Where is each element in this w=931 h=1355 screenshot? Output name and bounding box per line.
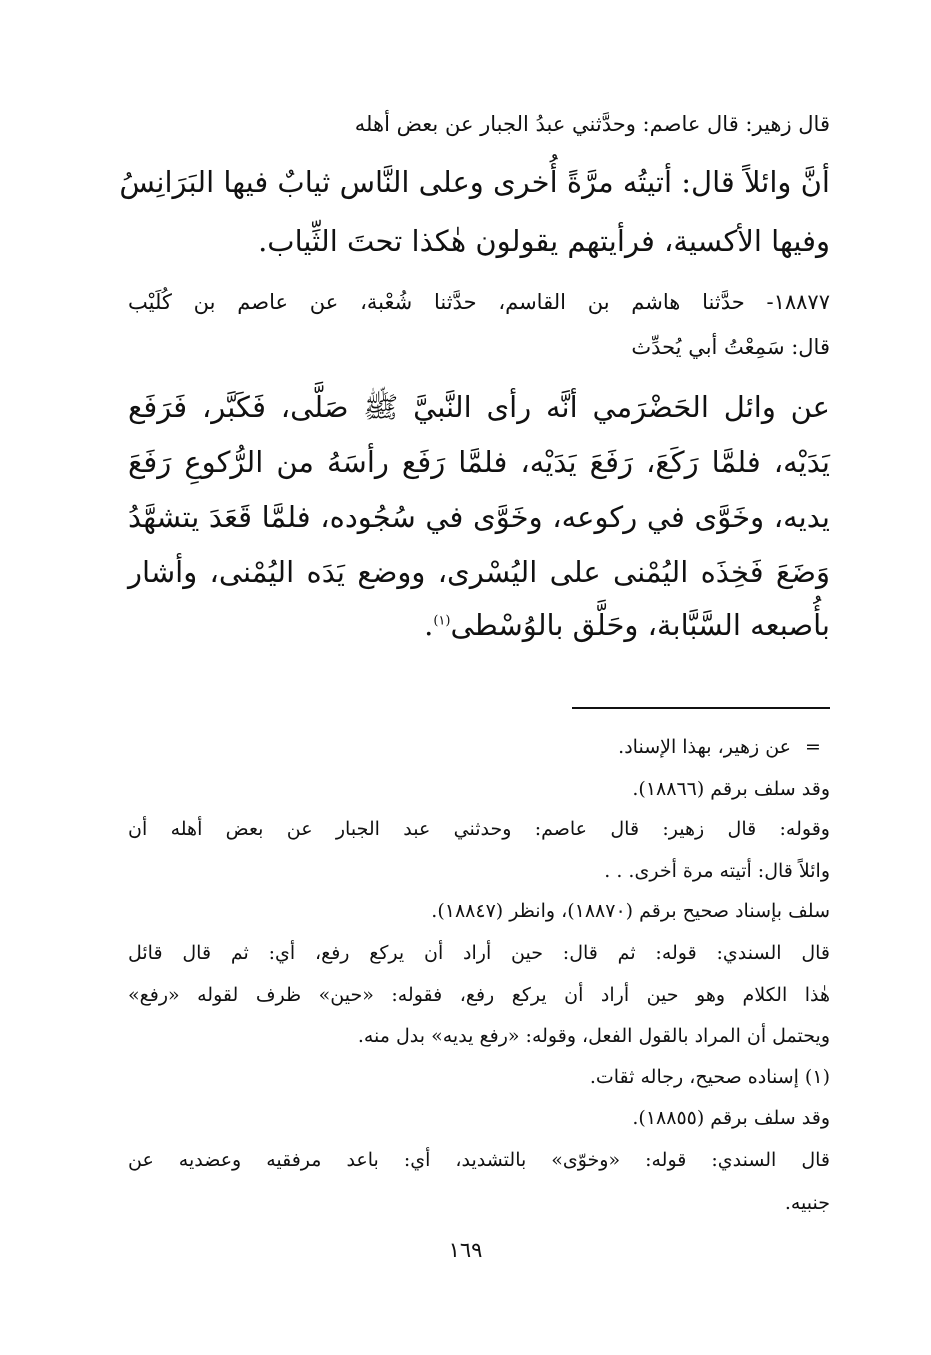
footnote-line-5: سلف بإسناد صحيح برقم (١٨٨٧٠)، وانظر (١٨٨٤٧). [431,900,830,922]
footnote-line-6: قال السندي: قوله: ثم قال: حين أراد أن يركع رفع، أي: ثم قال قائل [128,942,830,964]
isnad-line-1: ١٨٨٧٧- حدَّثنا هاشم بن القاسم، حدَّثنا شُعْبة، عن عاصم بن كُلَيْب [128,290,830,314]
footnote-separator [572,707,830,709]
isnad-line-2: قال: سَمِعْتُ أبي يُحدِّث [631,335,830,359]
hadith-2-line-1: عن وائل الحَضْرَمي أنَّه رأى النَّبيَّ ﷺ صَلَّى، فَكَبَّر، فَرَفَع [128,390,830,424]
continuation-mark: = [805,736,821,758]
footnote-line-4: وائلاً قال: أتيته مرة أخرى. . . [604,860,830,882]
footnote-line-12: جنبيه. [784,1192,830,1214]
hadith-2-line-5-text: بأُصبعه السَّبَّابة، وحَلَّق بالوُسْطى [450,608,830,642]
footnote-line-3: وقوله: قال زهير: قال عاصم: وحدثني عبد الجبار عن بعض أهله أن [128,818,830,840]
page-number: ١٦٩ [448,1238,483,1262]
intro-line: قال زهير: قال عاصم: وحدَّثني عبدُ الجبار عن بعض أهله [354,112,830,136]
end-period: . [424,608,434,642]
hadith-2-line-5 [424,608,830,642]
footnote-line-9: (١) إسناده صحيح، رجاله ثقات. [589,1066,830,1088]
footnote-reference: (١) [433,613,451,629]
hadith-2-line-3: يديه، وخَوَّى في ركوعه، وخَوَّى في سُجُوده، فلمَّا قَعَدَ يتشهَّدُ [128,500,830,534]
hadith-2-line-2: يَدَيْه، فلمَّا رَكَعَ، رَفَعَ يَدَيْه، فلمَّا رَفَع رأسَهُ من الرُّكوعِ رَفَعَ [128,445,830,479]
footnote-line-7: هٰذا الكلام وهو حين أراد أن يركع رفع، فقوله: «حين» ظرف لقوله «رفع» [128,984,830,1006]
footnote-line-1: عن زهير، بهذا الإسناد. [618,736,791,758]
footnote-line-10: وقد سلف برقم (١٨٨٥٥). [632,1107,830,1129]
footnote-line-8: ويحتمل أن المراد بالقول الفعل، وقوله: «رفع يديه» بدل منه. [357,1025,830,1047]
footnote-line-11: قال السندي: قوله: «وخوّى» بالتشديد، أي: باعد مرفقيه وعضديه عن [128,1149,830,1171]
hadith-1-line-2: وفيها الأكسية، فرأيتهم يقولون هٰكذا تحتَ الثِّياب. [258,224,830,258]
footnote-line-2: وقد سلف برقم (١٨٨٦٦). [632,778,830,800]
hadith-2-line-4: وَضَعَ فَخِذَه اليُمْنى على اليُسْرى، ووضع يَدَه اليُمْنى، وأشار [128,555,830,589]
hadith-1-line-1: أنَّ وائلاً قال: أتيتُه مرَّةً أُخرى وعلى النَّاس ثيابٌ فيها البَرَانِسُ [119,165,830,199]
